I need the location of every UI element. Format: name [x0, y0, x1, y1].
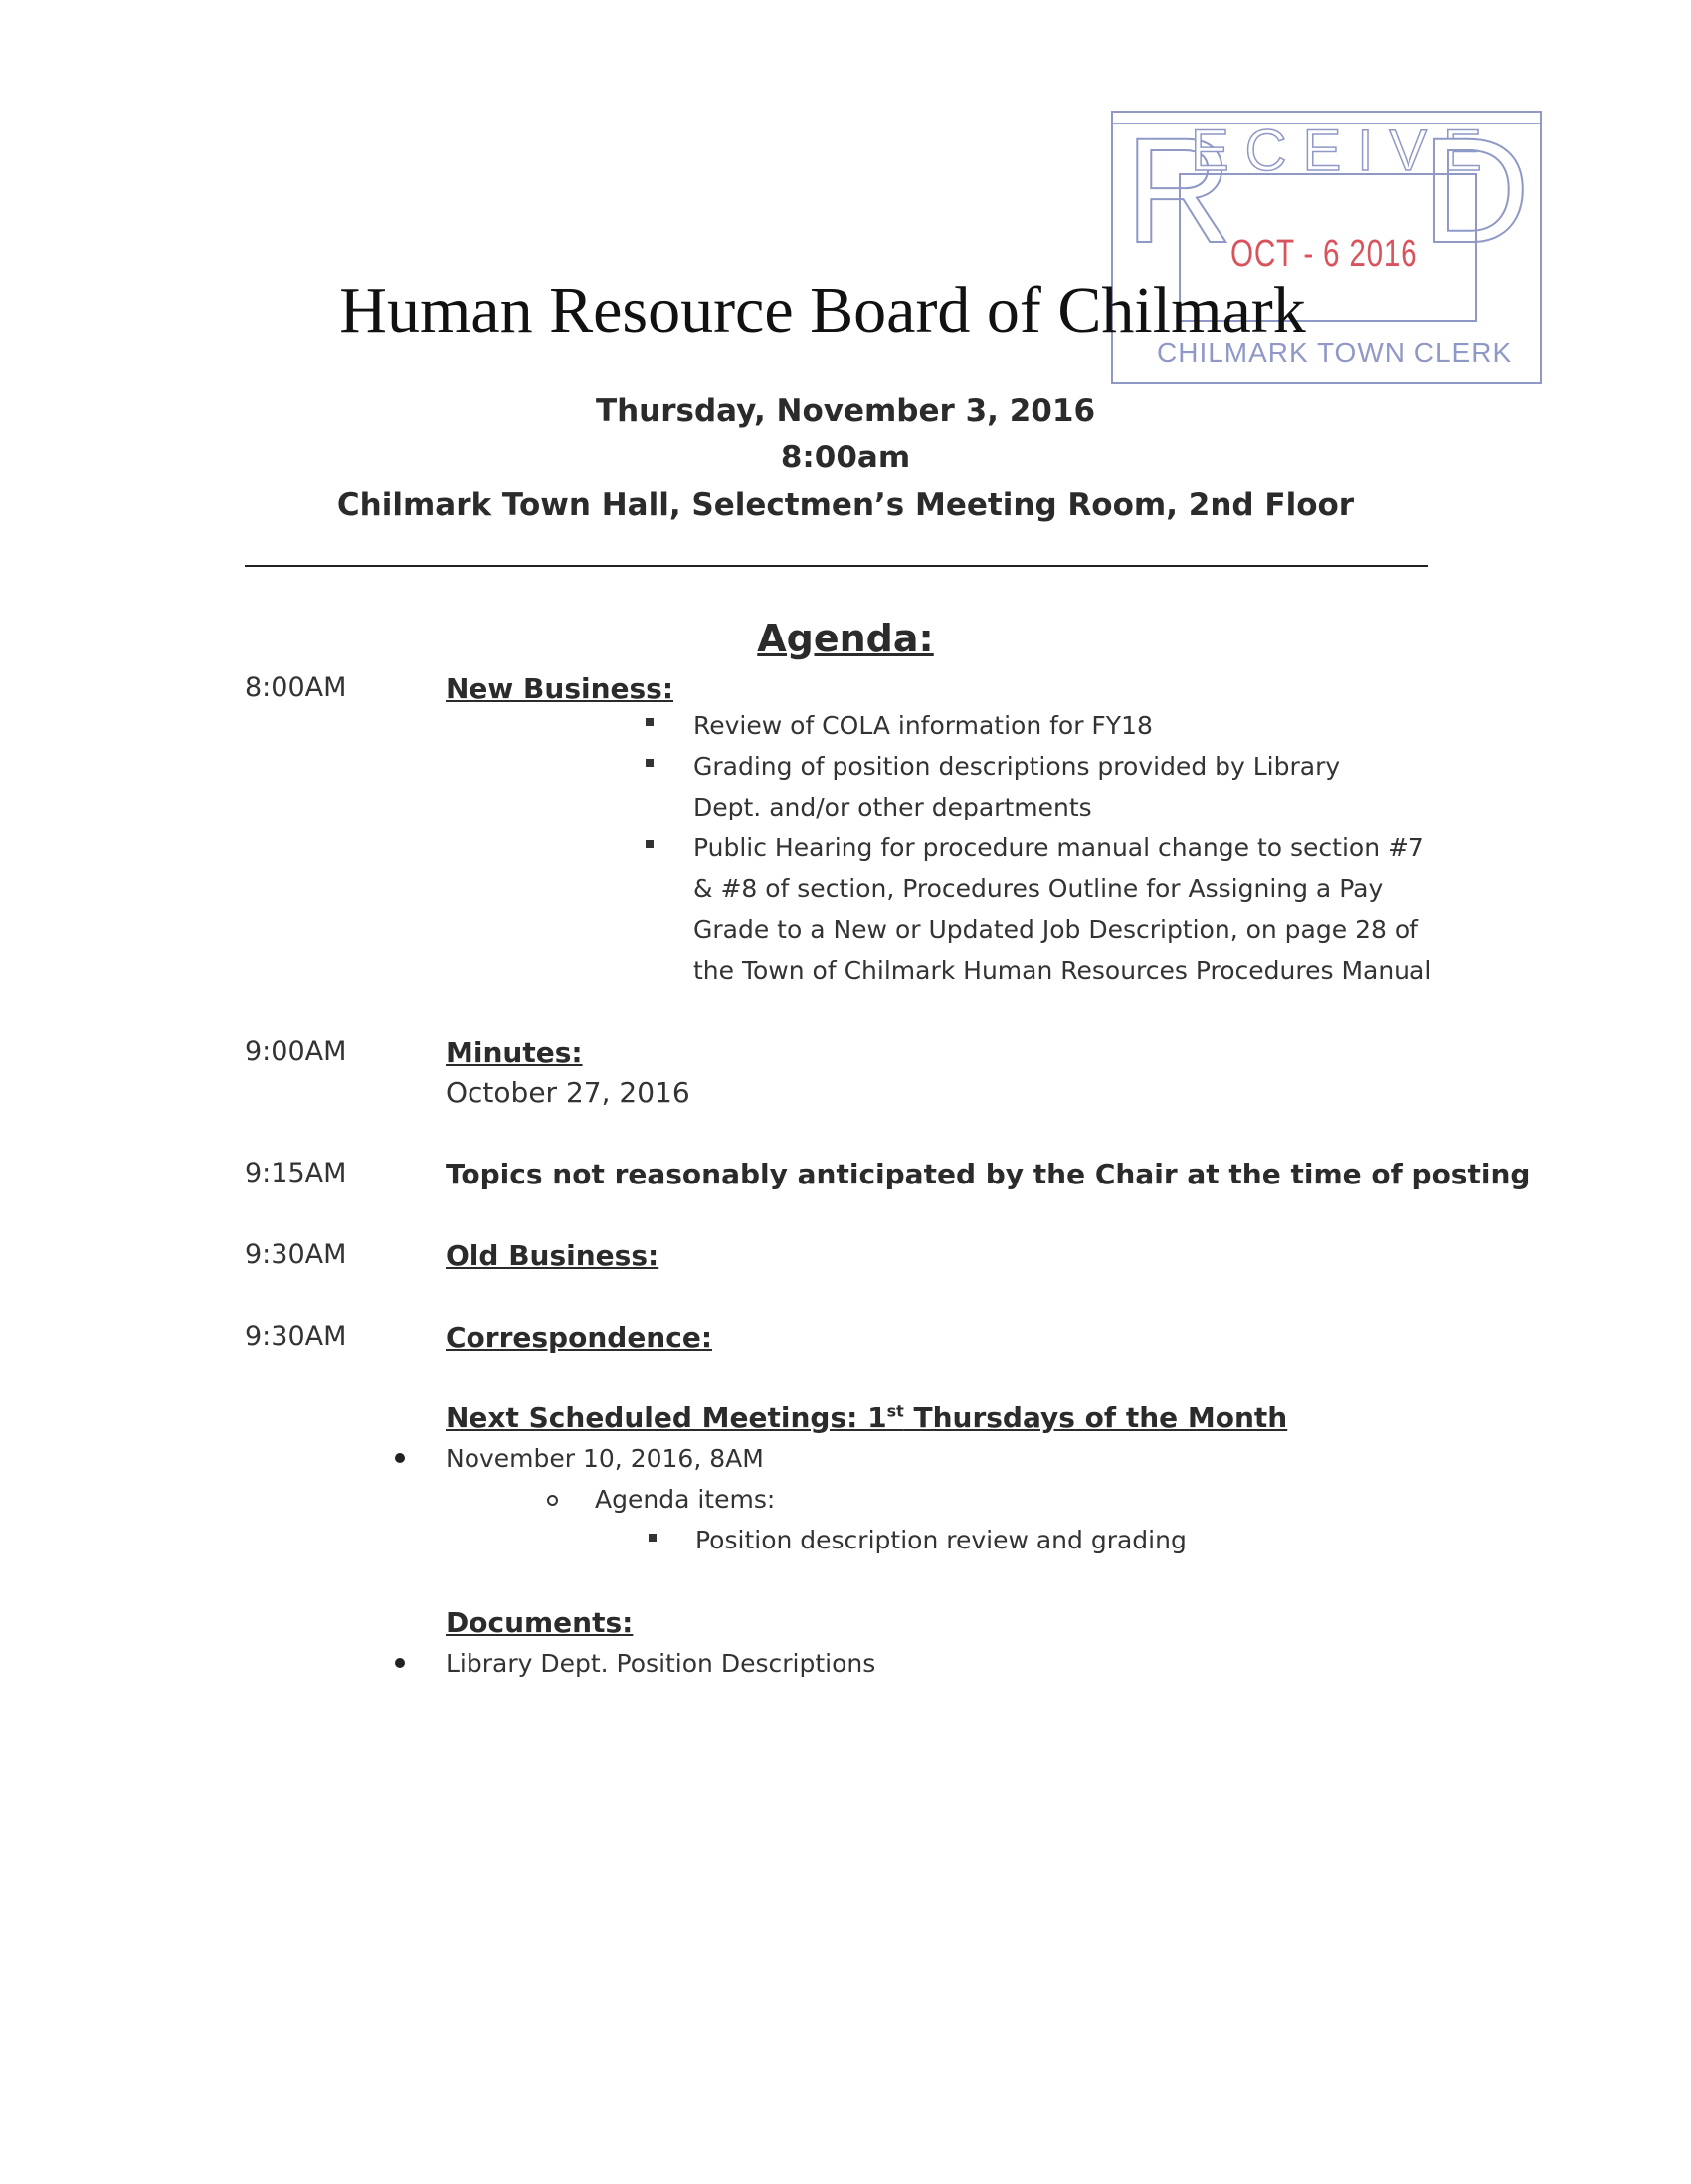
bullet-icon: [395, 1453, 405, 1463]
correspondence-heading: Correspondence:: [446, 1321, 713, 1354]
stamp-letter-d: D: [1421, 106, 1530, 273]
agenda-items-label: Agenda items:: [595, 1485, 776, 1514]
next-meeting-date: November 10, 2016, 8AM: [446, 1444, 764, 1473]
agenda-heading: Agenda:: [757, 617, 934, 660]
new-business-time: 8:00AM: [245, 672, 347, 703]
meeting-time: 8:00am: [780, 440, 911, 475]
bullet-icon: [395, 1658, 405, 1668]
square-bullet-icon: [649, 1534, 657, 1542]
next-meetings-heading-text: Next Scheduled Meetings: 1: [446, 1401, 887, 1434]
square-bullet-icon: [646, 840, 654, 848]
new-business-item-2: Grading of position descriptions provided by Library Dept. and/or other departments: [693, 752, 1341, 821]
new-business-heading: New Business:: [446, 672, 674, 705]
meeting-location: Chilmark Town Hall, Selectmen’s Meeting Room, 2nd Floor: [336, 487, 1355, 523]
documents-item: Library Dept. Position Descriptions: [446, 1649, 876, 1678]
new-business-item-1: Review of COLA information for FY18: [693, 711, 1153, 740]
minutes-time: 9:00AM: [245, 1036, 347, 1067]
stamp-clerk: CHILMARK TOWN CLERK: [1157, 337, 1513, 368]
document-title-text: Human Resource Board of Chilmark: [339, 274, 1306, 347]
topics-time: 9:15AM: [245, 1158, 347, 1188]
square-bullet-icon: [646, 718, 654, 726]
next-meetings-ordinal: st: [886, 1401, 904, 1421]
next-meetings-heading-rest: Thursdays of the Month: [903, 1401, 1288, 1434]
topics-heading: Topics not reasonably anticipated by the Chair at the time of posting: [446, 1158, 1531, 1190]
old-business-time: 9:30AM: [245, 1239, 347, 1270]
divider: [245, 565, 1428, 567]
old-business-heading: Old Business:: [446, 1239, 659, 1272]
stamp-letter-r: R: [1125, 106, 1233, 273]
correspondence-time: 9:30AM: [245, 1321, 347, 1352]
stamp-letters: ECEIVE: [1191, 118, 1498, 183]
meeting-date: Thursday, November 3, 2016: [595, 393, 1096, 429]
new-business-item-3: Public Hearing for procedure manual change to section #7 & #8 of section, Procedures Outline for Assigning a Pay Grade to a New or Updated Job Description, on page 28 of the Town of Chilmark Human Resources Procedures Manual: [693, 833, 1432, 985]
circle-bullet-icon: [547, 1495, 558, 1506]
square-bullet-icon: [646, 759, 654, 767]
minutes-date: October 27, 2016: [446, 1076, 690, 1109]
document-title: [0, 273, 1691, 349]
agenda-sub-item: Position description review and grading: [695, 1526, 1187, 1554]
stamp-date: OCT - 6 2016: [1230, 233, 1418, 274]
documents-heading: Documents:: [446, 1606, 634, 1639]
minutes-heading: Minutes:: [446, 1036, 583, 1069]
next-meetings-heading: [446, 1401, 1287, 1434]
